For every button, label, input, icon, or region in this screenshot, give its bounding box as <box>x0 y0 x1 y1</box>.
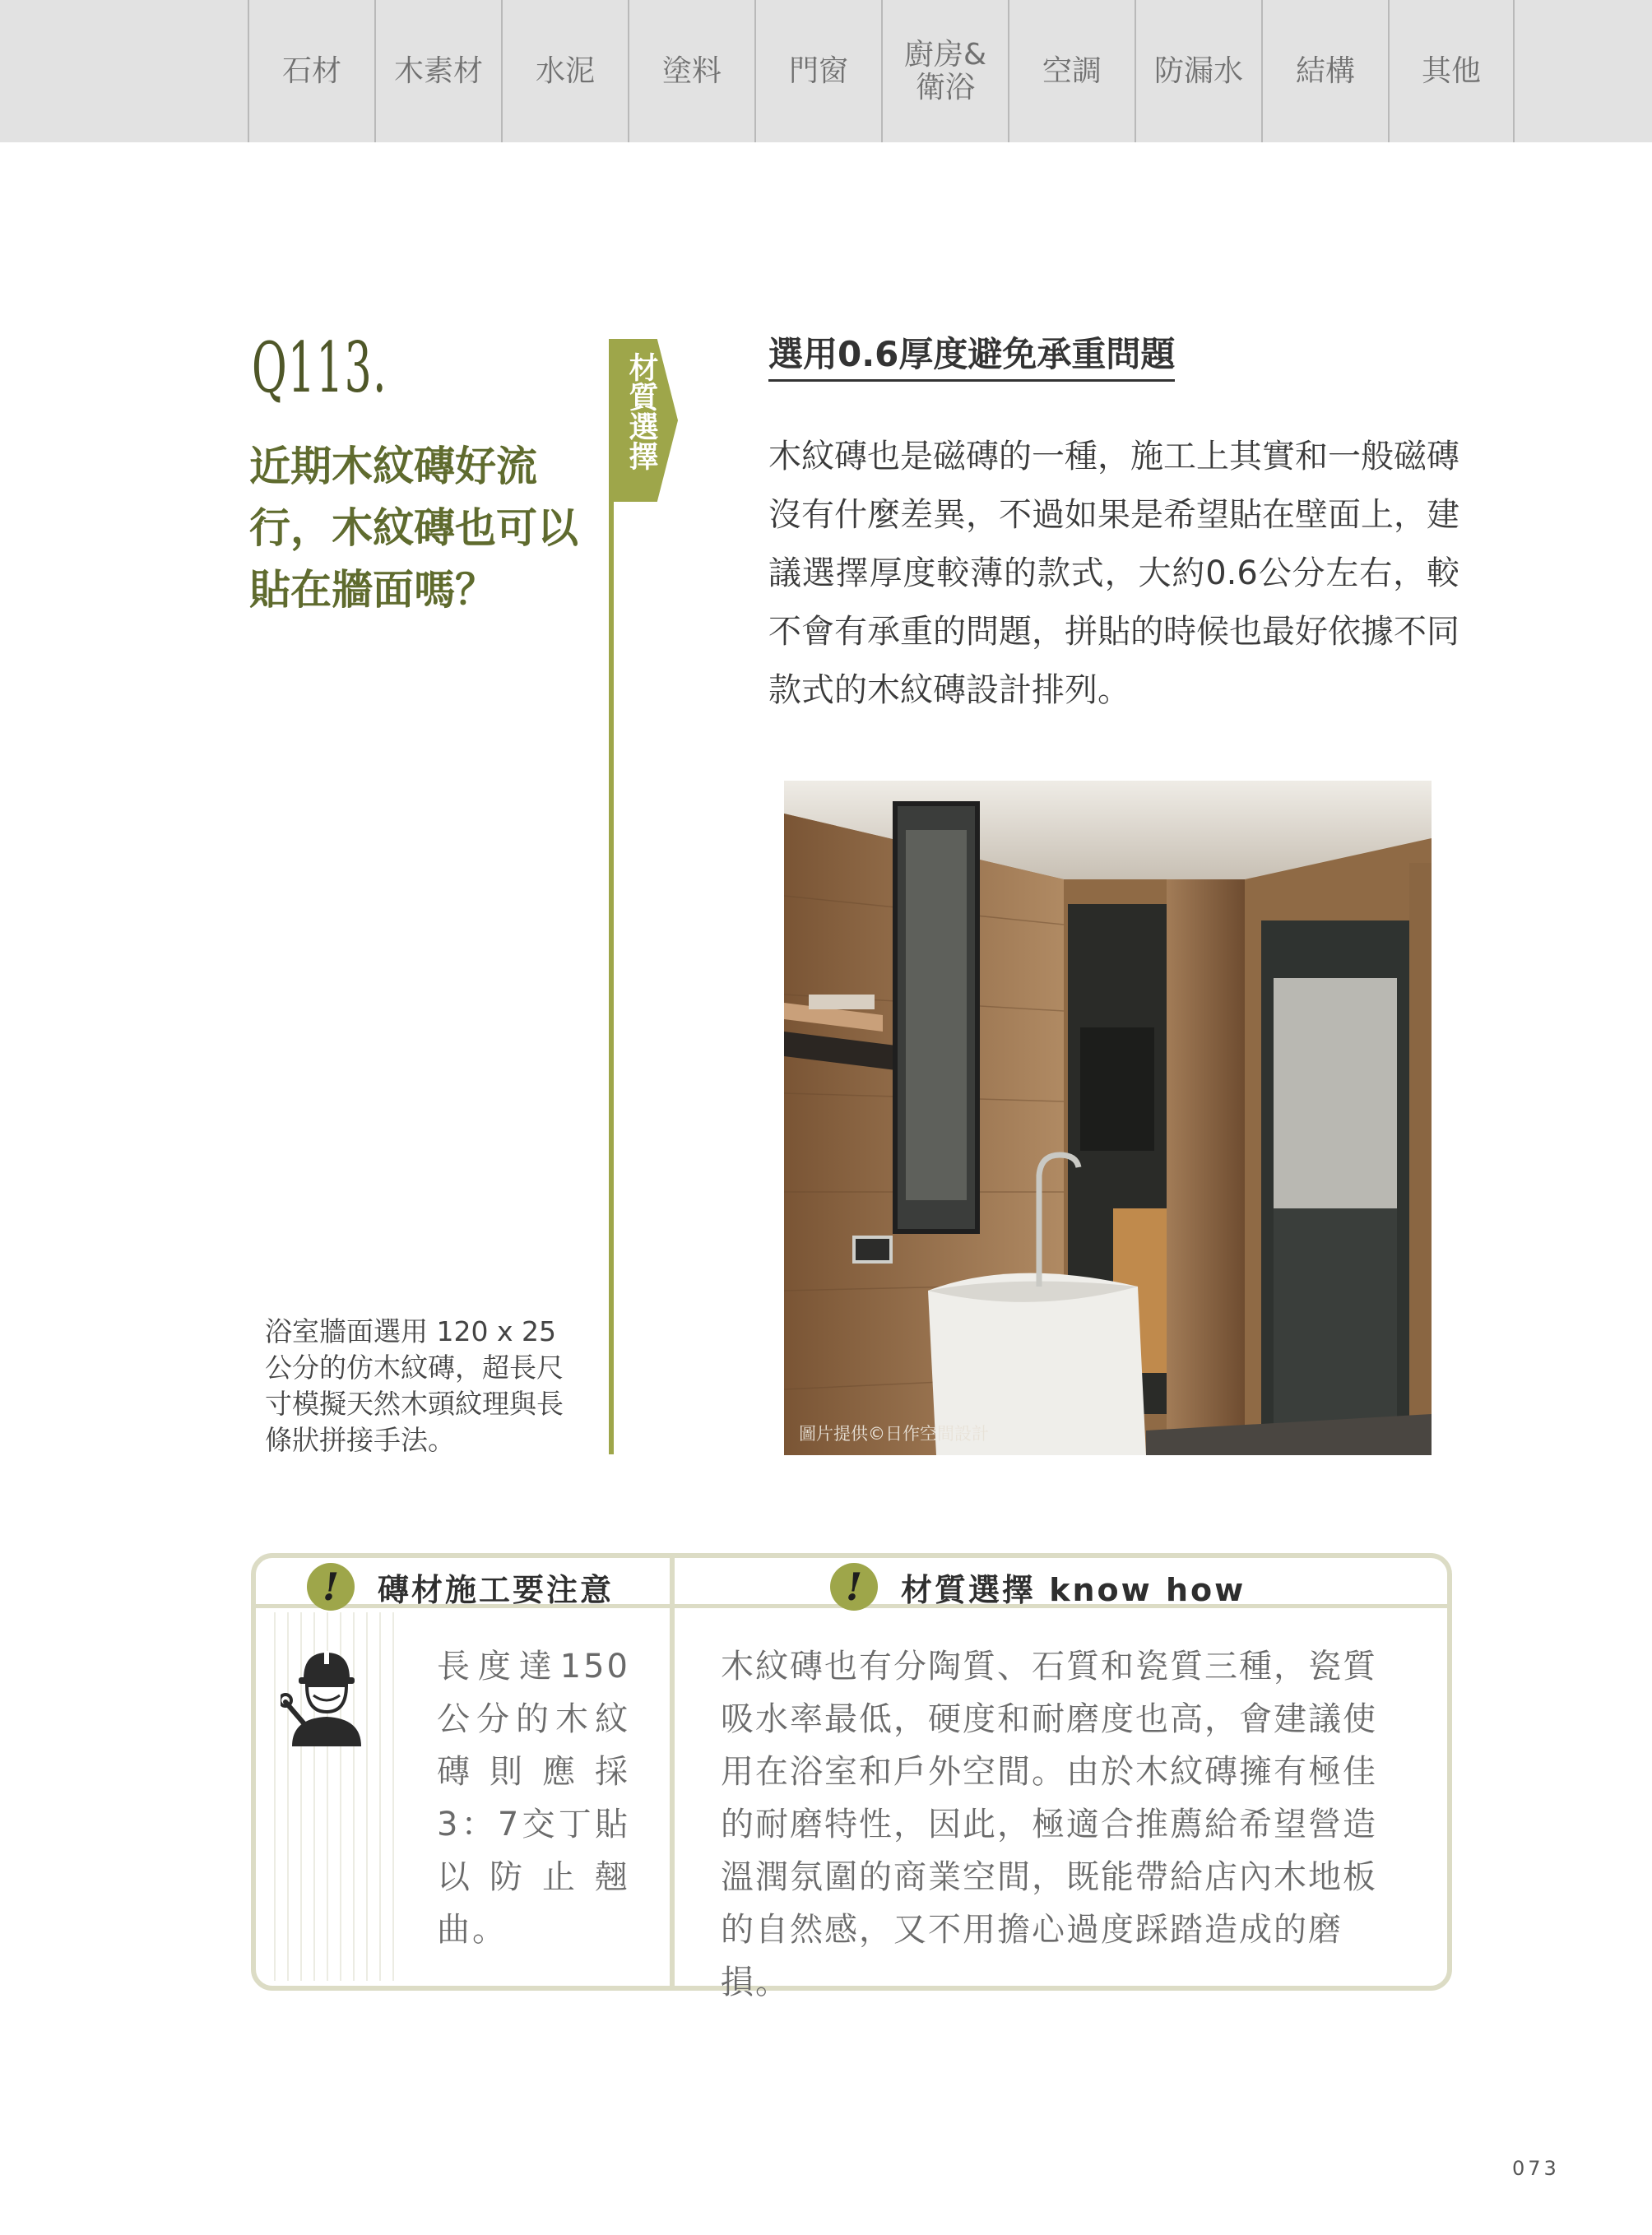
tab-waterproofing[interactable] <box>1135 0 1261 142</box>
answer-body: 木紋磚也是磁磚的一種，施工上其實和一般磁磚沒有什麼差異，不過如果是希望貼在壁面上，建議選擇厚度較薄的款式，大約0.6公分左右，較不會有承重的問題，拼貼的時候也最好依據不同款式的木紋磚設計排列。 <box>768 438 1459 709</box>
photo-caption: 浴室牆面選用 120 x 25 公分的仿木紋磚，超長尺寸模擬天然木頭紋理與長條狀拼接手法。 <box>265 1315 564 1456</box>
tab-structure[interactable] <box>1261 0 1388 142</box>
tab-label: 水泥 <box>535 53 595 88</box>
tips-header <box>307 1563 614 1611</box>
tab-label: 廚房&衛浴 <box>903 37 987 104</box>
question-title: 近期木紋磚好流行，木紋磚也可以貼在牆面嗎？ <box>249 443 578 614</box>
tab-paint[interactable] <box>628 0 754 142</box>
knowhow-header-label: 材質選擇 know how <box>901 1571 1246 1608</box>
tab-cement[interactable] <box>501 0 628 142</box>
tab-doors-windows[interactable] <box>754 0 881 142</box>
top-nav-bar <box>0 0 1652 142</box>
bathroom-photo <box>784 781 1432 1455</box>
tab-label: 空調 <box>1042 53 1102 88</box>
knowhow-header <box>830 1563 1246 1611</box>
photo-credit: 圖片提供©日作空間設計 <box>799 1424 989 1444</box>
tab-label: 塗料 <box>661 53 722 88</box>
tab-air-conditioning[interactable] <box>1008 0 1135 142</box>
exclamation-icon: ! <box>307 1563 355 1611</box>
tab-label: 石材 <box>281 53 341 88</box>
exclamation-icon: ! <box>830 1563 878 1611</box>
answer-title: 選用0.6厚度避免承重問題 <box>768 333 1175 382</box>
page-number: 073 <box>1512 2157 1560 2180</box>
tab-label: 木素材 <box>393 53 483 88</box>
tab-label: 結構 <box>1295 53 1355 88</box>
tab-wood[interactable] <box>374 0 501 142</box>
info-box-divider <box>670 1558 675 1986</box>
bathroom-illustration <box>784 781 1432 1455</box>
tips-header-label: 磚材施工要注意 <box>378 1571 615 1608</box>
tab-stone[interactable] <box>248 0 374 142</box>
tab-kitchen-bath[interactable] <box>881 0 1008 142</box>
construction-worker-icon <box>281 1644 373 1746</box>
tips-text: 長度達150公分的木紋磚則應採3：7交丁貼以防止翹曲。 <box>437 1648 630 1949</box>
tab-label: 其他 <box>1421 53 1481 88</box>
vertical-divider <box>609 339 614 1454</box>
category-tag-label: 材質選擇 <box>624 352 658 471</box>
knowhow-text: 木紋磚也有分陶質、石質和瓷質三種，瓷質吸水率最低，硬度和耐磨度也高，會建議使用在浴室和戶外空間。由於木紋磚擁有極佳的耐磨特性，因此，極適合推薦給希望營造溫潤氛圍的商業空間，既能帶給店內木地板的自然感，又不用擔心過度踩踏造成的磨損。 <box>721 1648 1377 2001</box>
tab-label: 防漏水 <box>1153 53 1243 88</box>
question-number: Q113. <box>252 327 387 408</box>
tab-others[interactable] <box>1388 0 1515 142</box>
tab-label: 門窗 <box>788 53 848 88</box>
info-box <box>251 1553 1452 2001</box>
category-tabs <box>248 0 1515 142</box>
